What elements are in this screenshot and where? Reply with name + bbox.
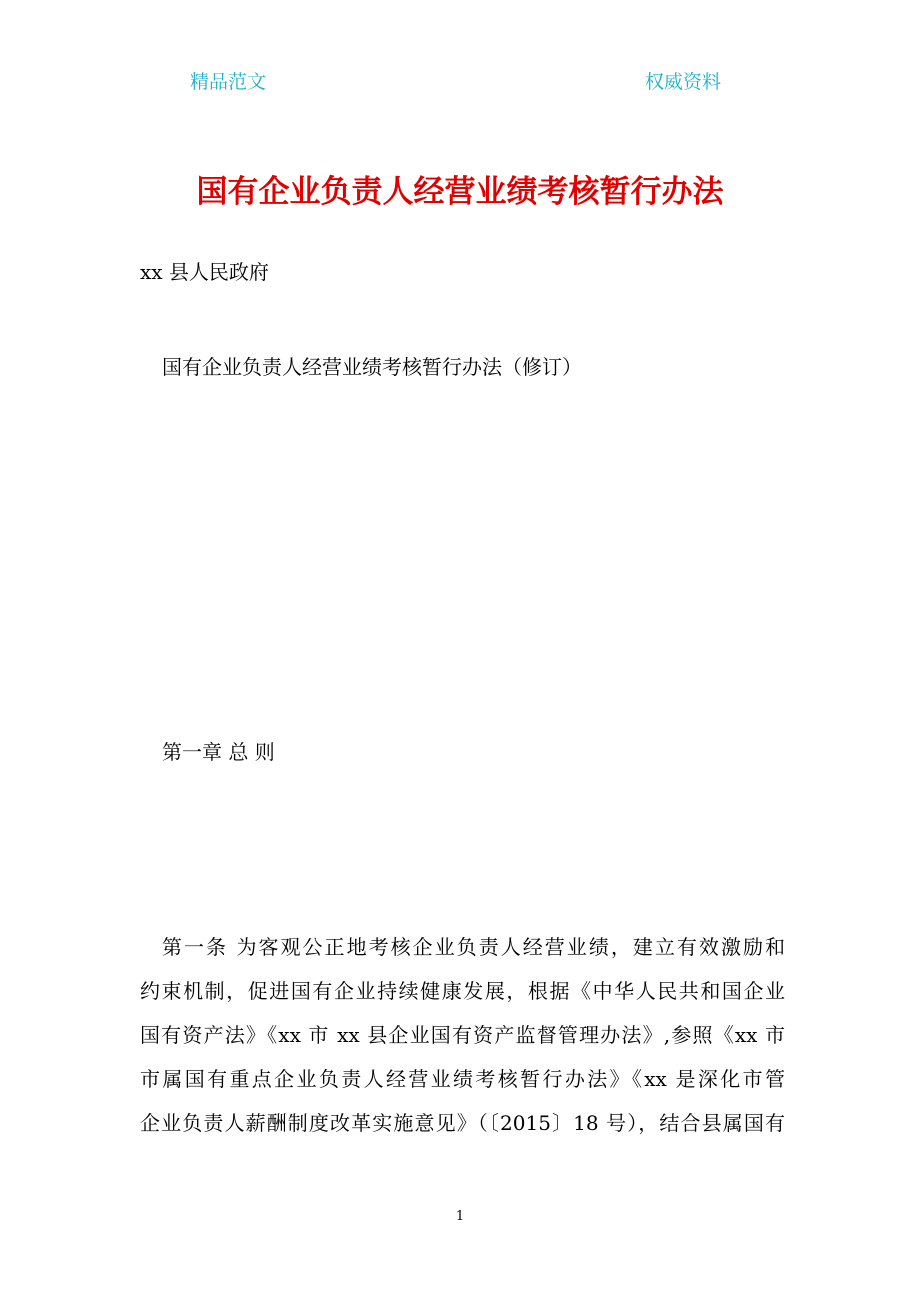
paragraph-line: 约束机制，促进国有企业持续健康发展，根据《中华人民共和国企业 (140, 979, 785, 1003)
header-left-label: 精品范文 (190, 71, 267, 93)
chapter-heading: 第一章 总 则 (162, 740, 275, 764)
document-title: 国有企业负责人经营业绩考核暂行办法 (196, 174, 724, 210)
issuer-line: xx 县人民政府 (140, 260, 269, 284)
paragraph-line: 国有资产法》《xx 市 xx 县企业国有资产监督管理办法》,参照《xx 市 (140, 1023, 785, 1047)
paragraph-line: 第一条 为客观公正地考核企业负责人经营业绩，建立有效激励和 (162, 935, 785, 959)
article-1-paragraph (140, 925, 785, 1145)
paragraph-line: 企业负责人薪酬制度改革实施意见》（〔2015〕18 号），结合县属国有 (140, 1111, 785, 1135)
paragraph-line: 市属国有重点企业负责人经营业绩考核暂行办法》《xx 是深化市管 (140, 1067, 785, 1091)
page-number: 1 (455, 1209, 465, 1224)
header-right-label: 权威资料 (645, 71, 722, 93)
document-subtitle: 国有企业负责人经营业绩考核暂行办法（修订） (162, 355, 582, 379)
